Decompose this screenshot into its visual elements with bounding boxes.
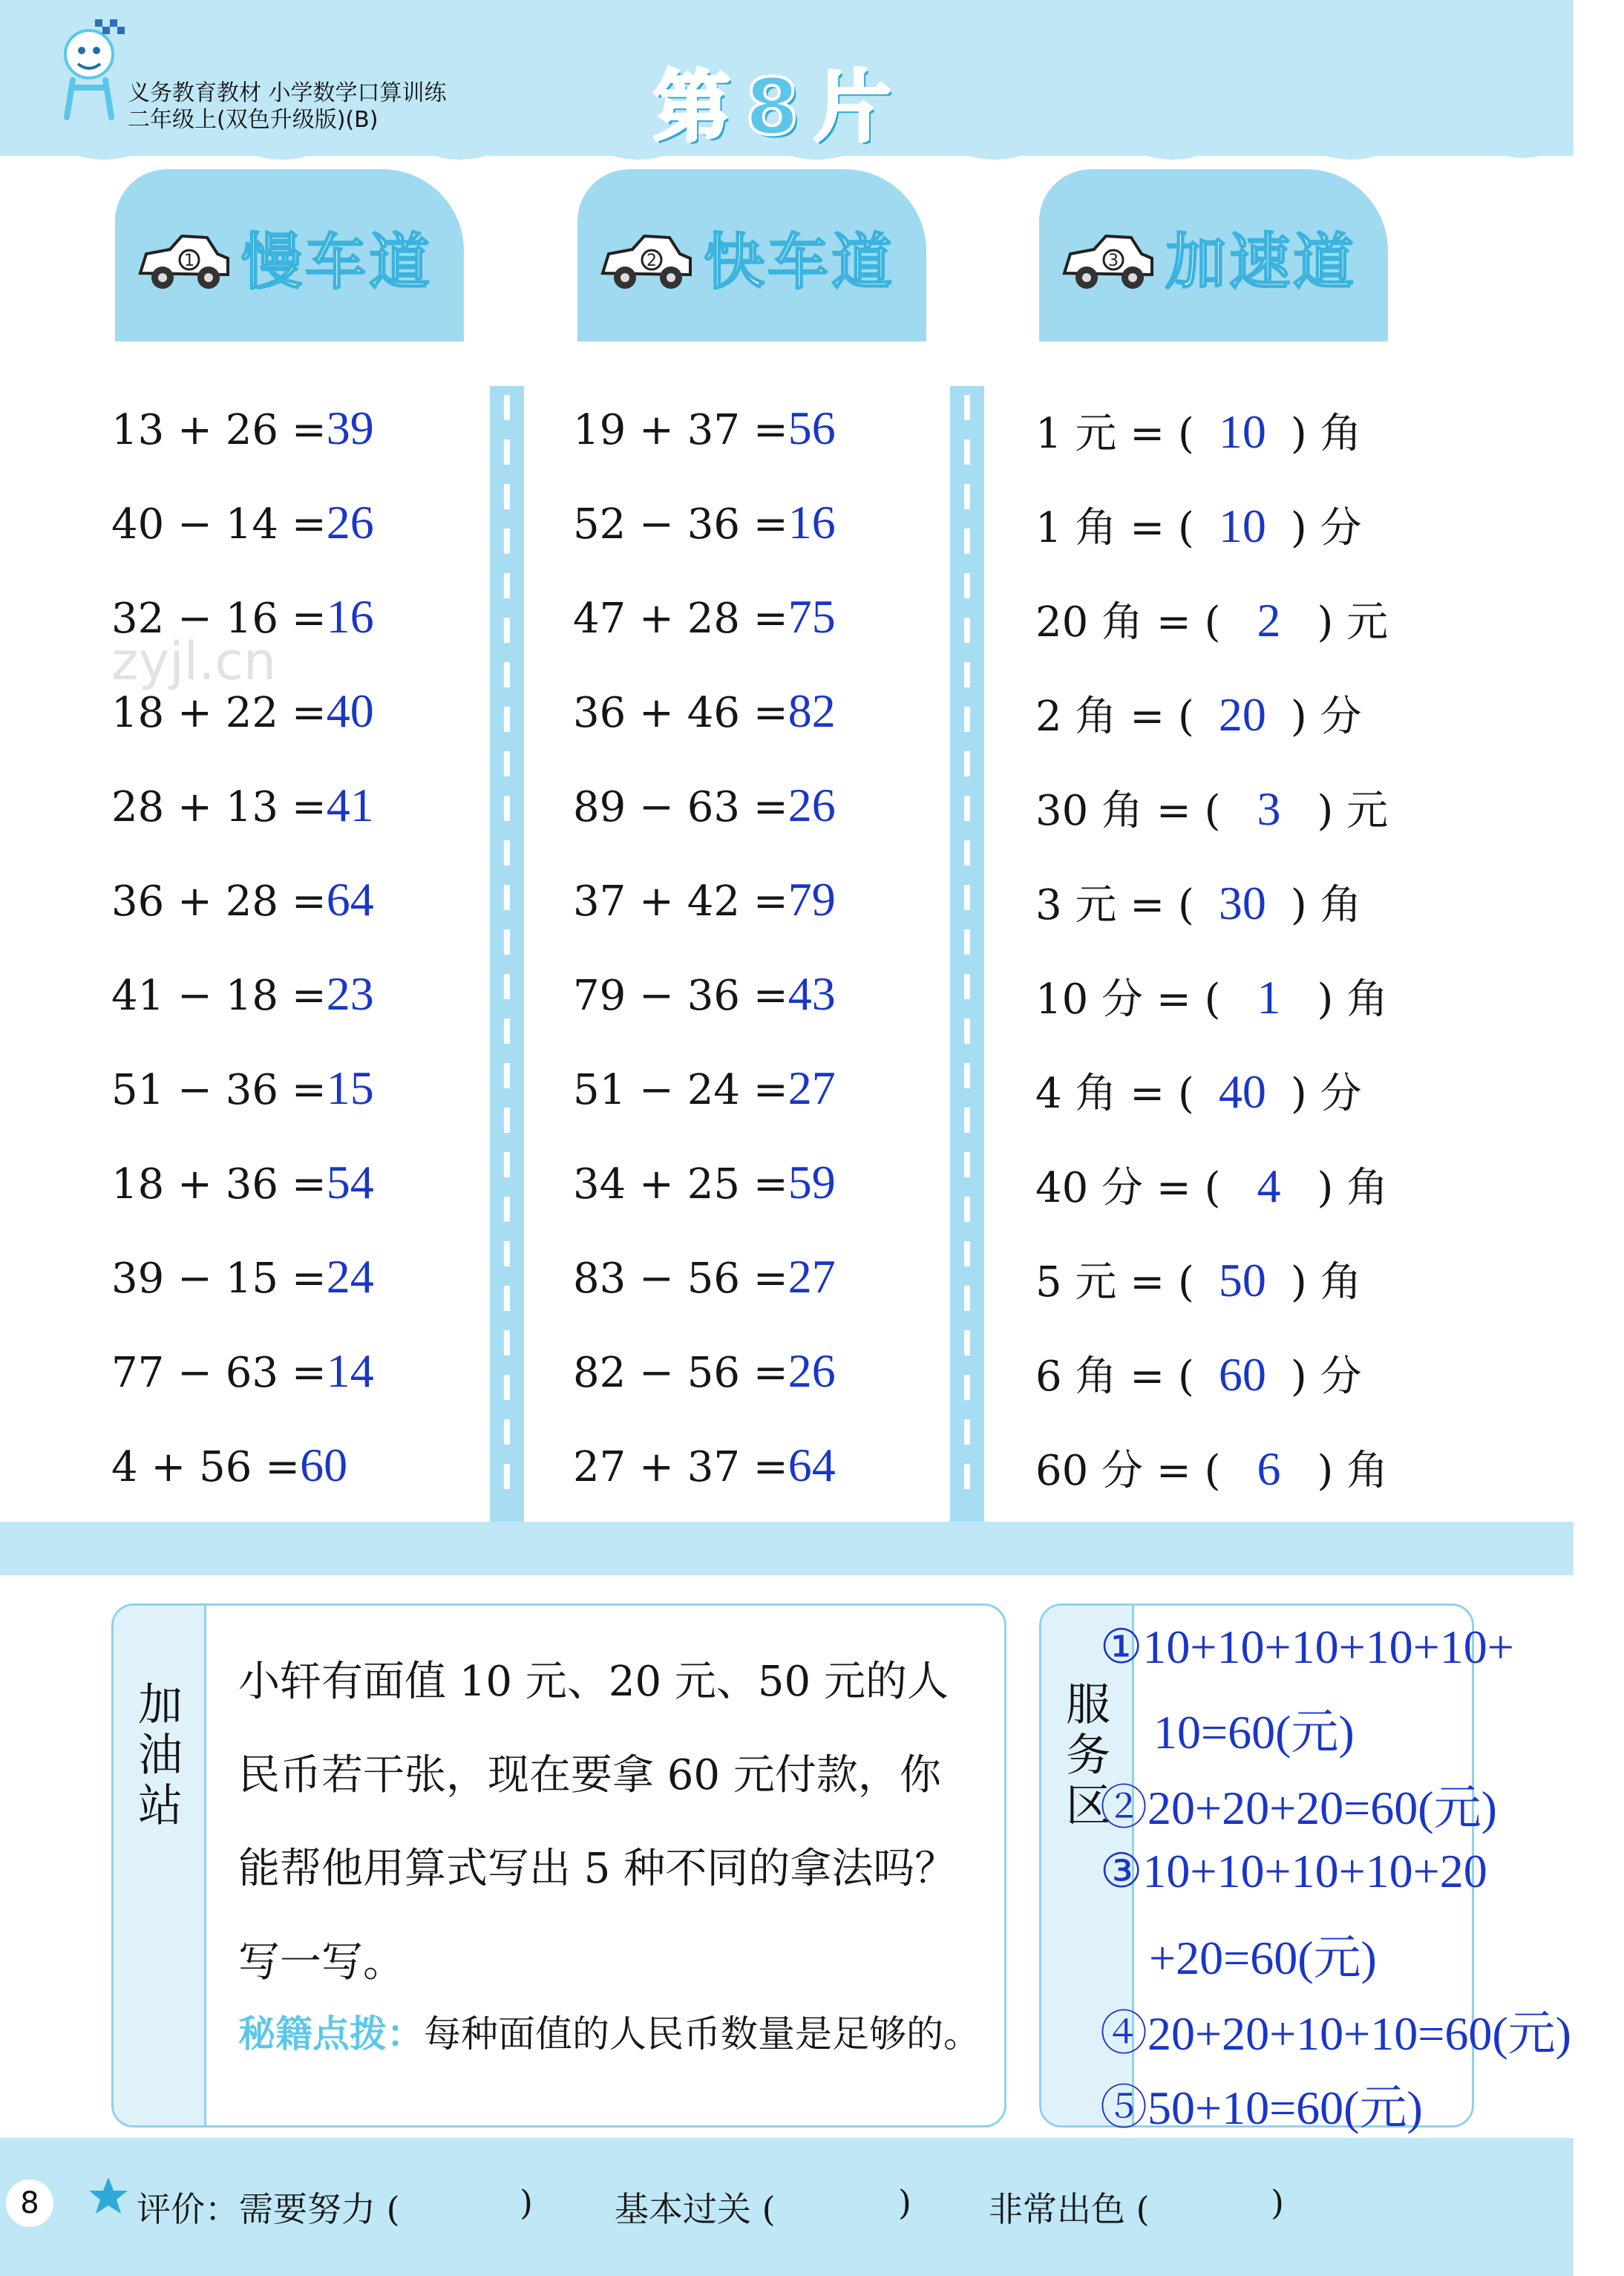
race-car-icon — [1060, 229, 1156, 292]
refuel-side-panel — [114, 1606, 206, 2125]
exercise-row: 36 + 46 =82 — [573, 684, 836, 737]
svg-text:2: 2 — [646, 252, 657, 270]
conversion-row: 6 角 = ( 60 ) 分 — [1035, 1348, 1362, 1401]
exercise-row: 51 − 36 =15 — [111, 1062, 374, 1114]
solution-line: ③10+10+10+10+20 — [1100, 1845, 1487, 1897]
word-problem: 小轩有面值 10 元、20 元、50 元的人民币若干张，现在要拿 60 元付款，你能帮他用算式写出 5 种不同的拿法吗？写一写。 — [238, 1658, 957, 1986]
conversion-row: 4 角 = ( 40 ) 分 — [1035, 1065, 1362, 1118]
exercise-row: 41 − 18 =23 — [111, 967, 374, 1020]
answer: 41 — [326, 779, 374, 831]
solution-line: ①10+10+10+10+10+ — [1100, 1621, 1514, 1673]
exercise-row: 52 − 36 =16 — [573, 496, 836, 549]
answer: 54 — [326, 1156, 374, 1209]
lane-label-slow: 慢车道 — [241, 227, 433, 298]
exercise-row: 77 − 63 =14 — [111, 1344, 374, 1397]
exercise-row: 19 + 37 =56 — [573, 402, 836, 454]
exercise-row: 39 − 15 =24 — [111, 1250, 374, 1303]
exercise-row: 40 − 14 =26 — [111, 496, 374, 549]
answer: 27 — [788, 1062, 836, 1114]
eval-close-paren: ) — [1271, 2182, 1284, 2223]
exercise-row: 18 + 36 =54 — [111, 1156, 374, 1209]
lane-tab-slow — [115, 169, 464, 341]
exercise-row: 32 − 16 =16 — [111, 590, 374, 643]
watermark: zyjl.cn — [111, 631, 277, 692]
exercise-row: 28 + 13 =41 — [111, 779, 374, 831]
answer: 40 — [1218, 1065, 1266, 1118]
race-car-icon — [136, 229, 232, 292]
exercise-row: 13 + 26 =39 — [111, 402, 374, 454]
conversion-row: 1 元 = ( 10 ) 角 — [1035, 405, 1362, 458]
answer: 26 — [788, 1344, 836, 1397]
conversion-row: 20 角 = ( 2 ) 元 — [1035, 594, 1389, 647]
exercise-row: 36 + 28 =64 — [111, 873, 374, 926]
series-title-line2: 二年级上(双色升级版)(B) — [128, 107, 379, 133]
refuel-title: 加油站 — [138, 1679, 183, 1832]
answer: 82 — [788, 684, 836, 737]
answer: 64 — [788, 1439, 836, 1491]
answer: 27 — [788, 1250, 836, 1303]
hint-label: 秘籍点拨： — [238, 2012, 424, 2056]
conversion-row: 60 分 = ( 6 ) 角 — [1035, 1442, 1389, 1495]
answer: 60 — [300, 1439, 348, 1491]
eval-option-pass: 基本过关 ( — [615, 2189, 776, 2229]
conversion-row: 5 元 = ( 50 ) 角 — [1035, 1254, 1362, 1307]
conversion-row: 30 角 = ( 3 ) 元 — [1035, 782, 1389, 835]
conversion-row: 10 分 = ( 1 ) 角 — [1035, 971, 1389, 1024]
sheet-title: 第8片 — [653, 62, 906, 152]
solution-line: 10=60(元) — [1153, 1706, 1355, 1759]
hint — [238, 1992, 980, 2076]
mascot-logo-icon — [37, 13, 141, 125]
refuel-station-box — [111, 1603, 1006, 2128]
conversion-row: 1 角 = ( 10 ) 分 — [1035, 500, 1362, 552]
solution-line: +20=60(元) — [1149, 1932, 1377, 1984]
eval-close-paren: ) — [898, 2182, 911, 2223]
answer: 26 — [326, 496, 374, 549]
answer: 60 — [1218, 1348, 1266, 1401]
svg-text:3: 3 — [1108, 252, 1119, 270]
page-number: 8 — [6, 2179, 53, 2227]
answer: 2 — [1257, 594, 1281, 647]
answer: 1 — [1257, 971, 1281, 1024]
answer: 16 — [788, 496, 836, 549]
answer: 59 — [788, 1156, 836, 1209]
answer: 3 — [1257, 782, 1281, 835]
eval-option-need-effort: 需要努力 ( — [239, 2189, 400, 2229]
answer: 30 — [1218, 877, 1266, 929]
answer: 39 — [326, 402, 374, 454]
answer: 14 — [326, 1344, 374, 1397]
lane-tab-speed — [1039, 169, 1388, 341]
star-icon — [88, 2175, 129, 2217]
answer: 15 — [326, 1062, 374, 1114]
exercise-row: 34 + 25 =59 — [573, 1156, 836, 1209]
lane-divider — [490, 386, 524, 1522]
exercise-row: 4 + 56 =60 — [111, 1439, 348, 1491]
answer: 16 — [326, 590, 374, 643]
answer: 23 — [326, 967, 374, 1020]
lane-divider — [950, 386, 984, 1522]
solution-line: ②20+20+20=60(元) — [1100, 1782, 1497, 1834]
exercise-row: 27 + 37 =64 — [573, 1439, 836, 1491]
race-car-icon — [598, 229, 695, 292]
hint-text: 每种面值的人民币数量是足够的。 — [424, 2012, 980, 2056]
answer: 10 — [1218, 405, 1266, 458]
answer: 79 — [788, 873, 836, 926]
solution-line: ④20+20+10+10=60(元) — [1100, 2007, 1571, 2060]
lane-label-fast: 快车道 — [704, 227, 896, 298]
answer: 4 — [1257, 1160, 1281, 1212]
section-band — [0, 1522, 1574, 1575]
exercise-row: 18 + 22 =40 — [111, 684, 374, 737]
eval-label: 评价： — [137, 2189, 239, 2229]
exercise-row: 82 − 56 =26 — [573, 1344, 836, 1397]
exercise-row: 89 − 63 =26 — [573, 779, 836, 831]
answer: 6 — [1257, 1442, 1281, 1495]
exercise-row: 83 − 56 =27 — [573, 1250, 836, 1303]
answer: 20 — [1218, 688, 1266, 741]
exercise-row: 47 + 28 =75 — [573, 590, 836, 643]
conversion-row: 2 角 = ( 20 ) 分 — [1035, 688, 1362, 741]
exercise-row: 37 + 42 =79 — [573, 873, 836, 926]
exercise-row: 79 − 36 =43 — [573, 967, 836, 1020]
lane-label-speed: 加速道 — [1165, 227, 1358, 298]
svg-text:1: 1 — [184, 252, 194, 270]
eval-option-excellent: 非常出色 ( — [989, 2189, 1150, 2229]
answer: 75 — [788, 590, 836, 643]
exercise-row: 51 − 24 =27 — [573, 1062, 836, 1114]
answer: 64 — [326, 873, 374, 926]
conversion-row: 40 分 = ( 4 ) 角 — [1035, 1160, 1389, 1212]
answer: 26 — [788, 779, 836, 831]
answer: 10 — [1218, 500, 1266, 552]
answer: 43 — [788, 967, 836, 1020]
solution-line: ⑤50+10=60(元) — [1100, 2082, 1423, 2134]
lane-tab-fast — [577, 169, 926, 341]
conversion-row: 3 元 = ( 30 ) 角 — [1035, 877, 1362, 929]
answer: 40 — [326, 684, 374, 737]
eval-close-paren: ) — [520, 2182, 533, 2223]
series-title-line1: 义务教育教材 小学数学口算训练 — [128, 80, 447, 106]
service-title: 服务区 — [1066, 1679, 1110, 1832]
answer: 24 — [326, 1250, 374, 1303]
answer: 56 — [788, 402, 836, 454]
answer: 50 — [1218, 1254, 1266, 1307]
